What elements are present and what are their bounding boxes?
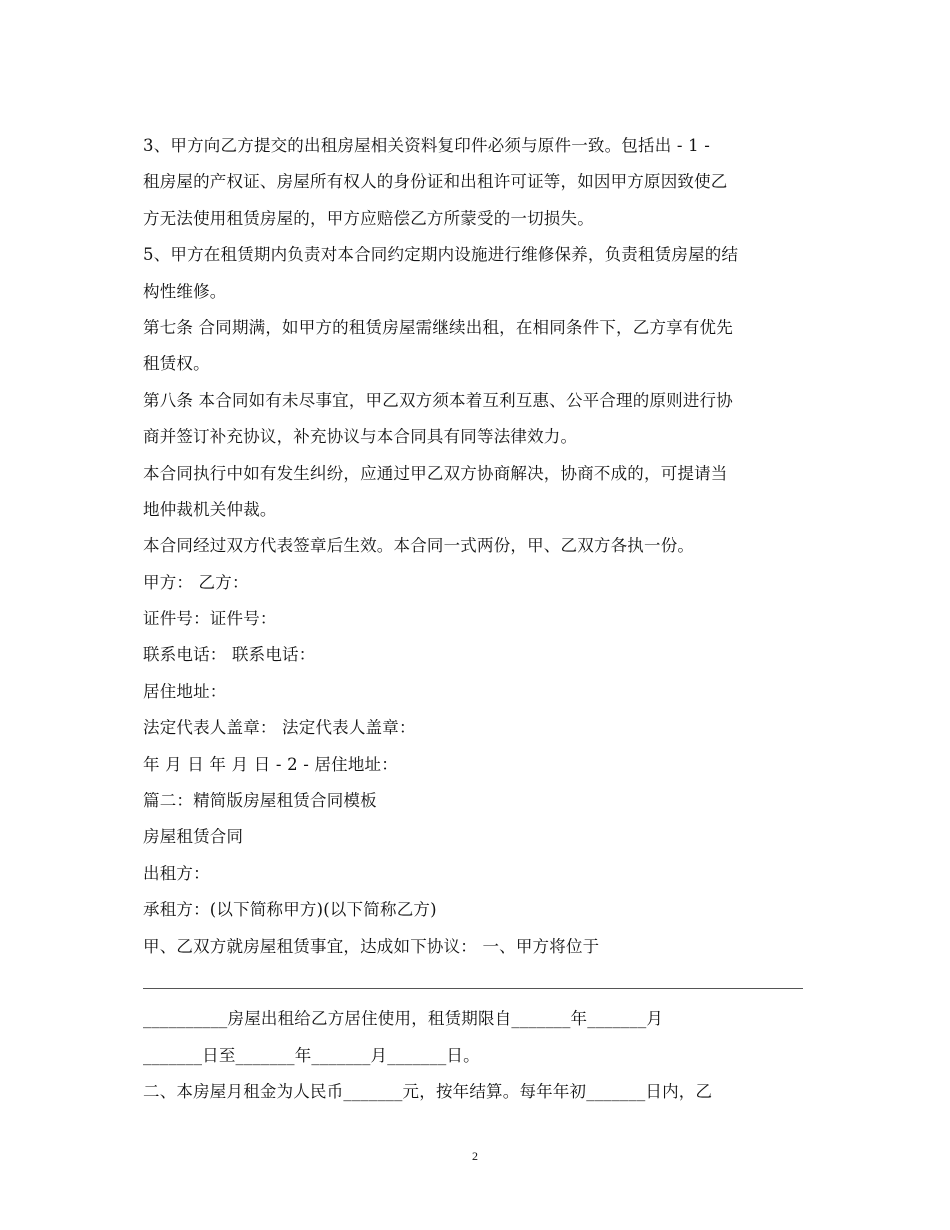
text-line: _______日至_______年_______月_______日。 bbox=[143, 1045, 480, 1065]
document-body bbox=[143, 128, 808, 1111]
text-line: 5、甲方在租赁期内负责对本合同约定期内设施进行维修保养，负责租赁房屋的结 bbox=[143, 245, 739, 265]
id-number-line: 证件号：证件号： bbox=[143, 609, 277, 629]
text-line: 第七条 合同期满，如甲方的租赁房屋需继续出租，在相同条件下，乙方享有优先 bbox=[143, 317, 733, 337]
phone-line: 联系电话： 联系电话： bbox=[143, 645, 316, 665]
text-line: 二、本房屋月租金为人民币_______元，按年结算。每年年初_______日内，乙 bbox=[143, 1082, 713, 1102]
page-number: 2 bbox=[472, 1149, 478, 1163]
text-line: 租房屋的产权证、房屋所有权人的身份证和出租许可证等，如因甲方原因致使乙 bbox=[143, 172, 728, 192]
text-line: 地仲裁机关仲裁。 bbox=[143, 499, 277, 519]
address-line: 居住地址： bbox=[143, 681, 227, 701]
fill-in-rule bbox=[143, 965, 808, 1001]
contract-title: 房屋租赁合同 bbox=[143, 827, 244, 847]
date-line: 年 月 日 年 月 日 - 2 - 居住地址： bbox=[143, 754, 398, 774]
text-line: 租赁权。 bbox=[143, 354, 210, 374]
lessor-line: 出租方： bbox=[143, 863, 210, 883]
text-line: 甲、乙双方就房屋租赁事宜，达成如下协议： 一、甲方将位于 bbox=[143, 936, 600, 956]
text-line: 第八条 本合同如有未尽事宜，甲乙双方须本着互利互惠、公平合理的原则进行协 bbox=[143, 390, 733, 410]
signature-party-line: 甲方： 乙方： bbox=[143, 572, 249, 592]
horizontal-rule bbox=[143, 988, 803, 989]
text-line: 商并签订补充协议，补充协议与本合同具有同等法律效力。 bbox=[143, 427, 578, 447]
text-line: 3、甲方向乙方提交的出租房屋相关资料复印件必须与原件一致。包括出 - 1 - bbox=[143, 136, 710, 155]
lessee-line: 承租方：(以下简称甲方)(以下简称乙方) bbox=[143, 900, 437, 920]
text-line: 本合同执行中如有发生纠纷，应通过甲乙双方协商解决，协商不成的，可提请当 bbox=[143, 463, 728, 483]
section-heading: 篇二：精简版房屋租赁合同模板 bbox=[143, 791, 377, 811]
text-line: 方无法使用租赁房屋的，甲方应赔偿乙方所蒙受的一切损失。 bbox=[143, 208, 594, 228]
text-line: __________房屋出租给乙方居住使用，租赁期限自_______年_______月 bbox=[143, 1009, 664, 1029]
legal-rep-seal-line: 法定代表人盖章： 法定代表人盖章： bbox=[143, 718, 416, 738]
text-line: 构性维修。 bbox=[143, 281, 227, 301]
text-line: 本合同经过双方代表签章后生效。本合同一式两份，甲、乙双方各执一份。 bbox=[143, 536, 695, 556]
